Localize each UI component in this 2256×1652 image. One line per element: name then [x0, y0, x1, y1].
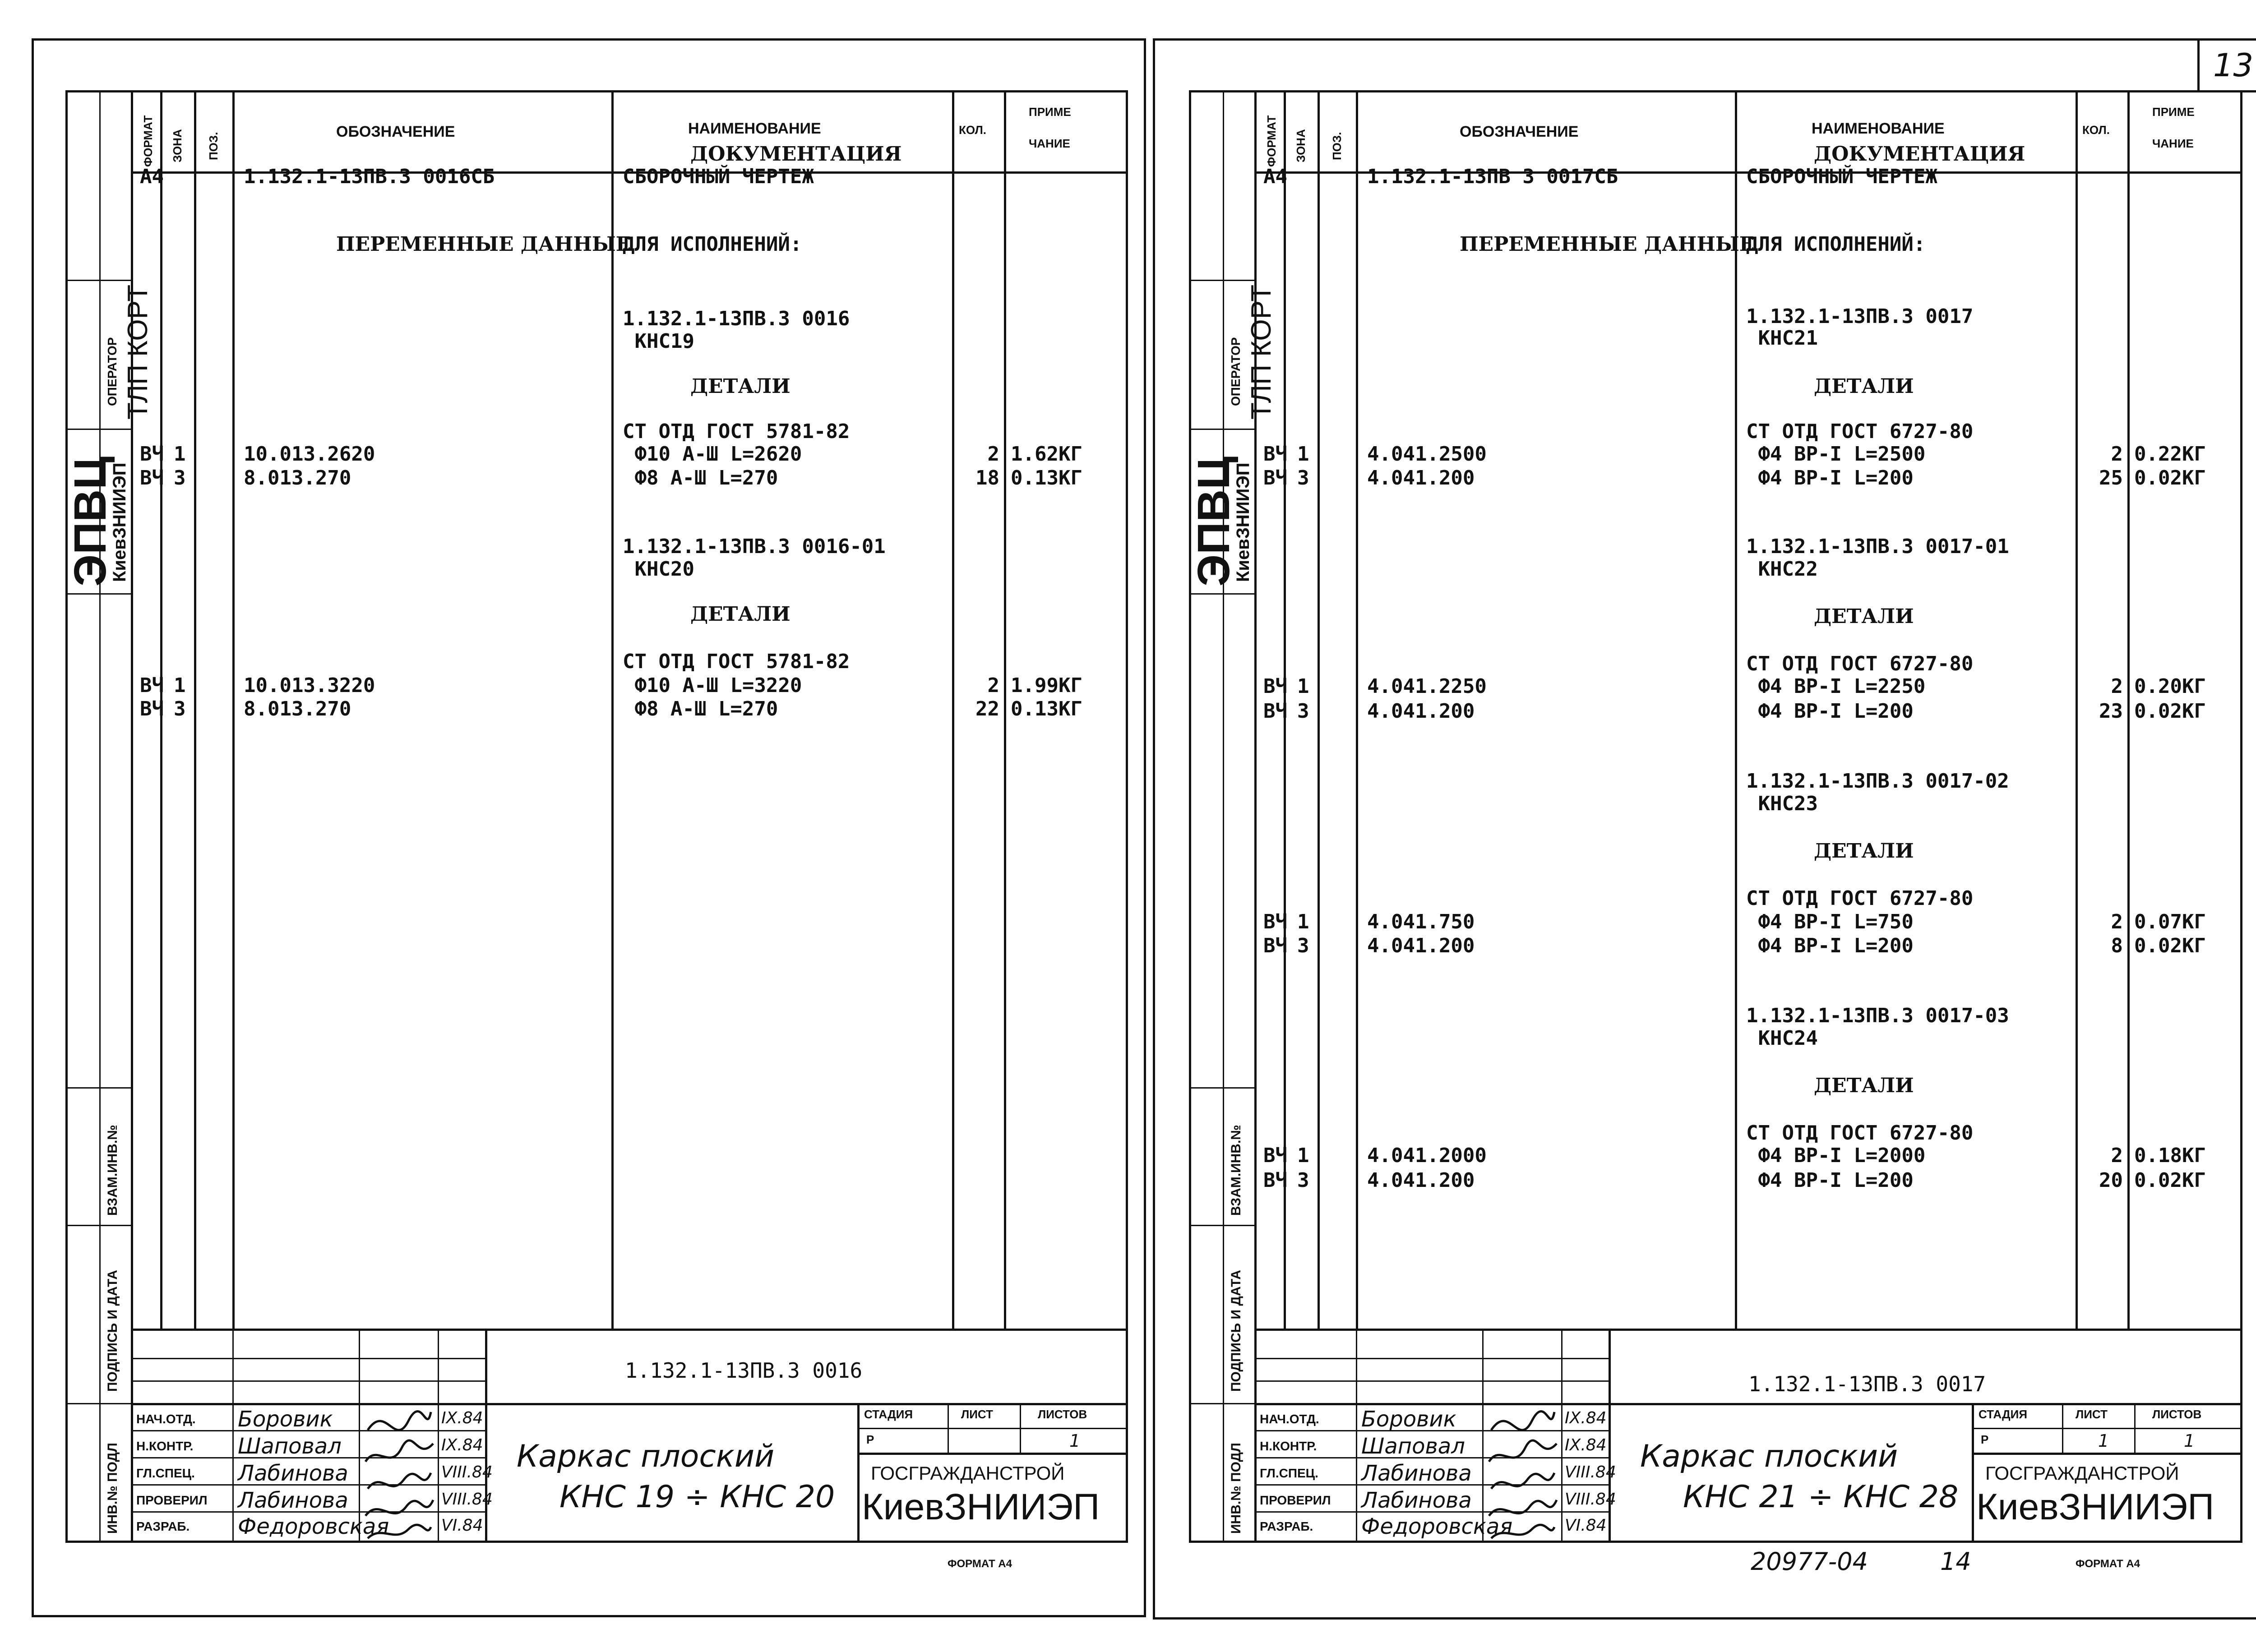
side-strip-rule	[65, 1403, 131, 1404]
row-kol: 23	[2099, 700, 2123, 723]
row-name: КНС23	[1746, 792, 1818, 815]
row-name: Ф4 ВР-I L=2000	[1746, 1144, 1926, 1167]
side-strip-rule	[65, 593, 131, 595]
stamp-stage-rule	[857, 1453, 1128, 1455]
row-name: ДОКУМЕНТАЦИЯ	[1814, 143, 2025, 166]
handwritten-signatures	[359, 1394, 438, 1543]
stamp-role-label: РАЗРАБ.	[1260, 1519, 1313, 1533]
row-format: А4	[1263, 165, 1287, 188]
row-poz: 1	[1297, 675, 1309, 698]
row-poz: 1	[174, 674, 186, 697]
stamp-grid-divider	[1561, 1329, 1563, 1543]
stamp-listov-label: ЛИСТОВ	[2152, 1407, 2202, 1421]
stamp-title-line-2: КНС 21 ÷ КНС 28	[1683, 1479, 1959, 1515]
column-divider	[1356, 90, 1358, 1329]
row-prim: 0.18КГ	[2134, 1144, 2206, 1167]
row-poz: 1	[1297, 443, 1309, 466]
column-divider	[1004, 90, 1006, 1329]
row-code: ПЕРЕМЕННЫЕ ДАННЫЕ	[336, 233, 631, 256]
row-name: Ф4 ВР-I L=200	[1746, 934, 1914, 957]
row-poz: 3	[1297, 466, 1309, 489]
row-zona: ВЧ	[140, 443, 164, 466]
page-number: 13	[2213, 47, 2254, 84]
stamp-grid-rule	[1254, 1358, 1609, 1359]
row-name: 1.132.1-13ПВ.3 0017-02	[1746, 770, 2009, 793]
header-prime-1: ПРИМЕ	[1029, 105, 1071, 119]
row-name: СТ ОТД ГОСТ 6727-80	[1746, 887, 1974, 910]
stamp-sign-date: IX.84	[1565, 1436, 1607, 1454]
row-prim: 1.62КГ	[1011, 443, 1082, 466]
stamp-role-label: Н.КОНТР.	[1260, 1439, 1317, 1453]
row-code: 4.041.750	[1367, 910, 1475, 933]
header-kol: КОЛ.	[2082, 123, 2110, 137]
row-poz: 3	[1297, 1169, 1309, 1192]
row-format: А4	[140, 165, 164, 188]
stamp-role-label: РАЗРАБ.	[136, 1519, 190, 1533]
stamp-grid-divider	[485, 1329, 487, 1543]
row-prim: 0.13КГ	[1011, 466, 1082, 489]
row-zona: ВЧ	[1263, 910, 1287, 933]
row-name: Ф10 А-Ш L=2620	[623, 443, 802, 466]
row-poz: 1	[174, 443, 186, 466]
row-name: ДЕТАЛИ	[1814, 375, 1914, 398]
stamp-role-label: ПРОВЕРИЛ	[136, 1493, 208, 1507]
row-name: ДЕТАЛИ	[1814, 605, 1914, 628]
row-name: ДЕТАЛИ	[690, 603, 791, 626]
stamp-title-line-1: Каркас плоский	[1640, 1439, 1898, 1474]
row-name: Ф4 ВР-I L=200	[1746, 466, 1914, 489]
row-code: ПЕРЕМЕННЫЕ ДАННЫЕ	[1460, 233, 1755, 256]
row-code: 4.041.2500	[1367, 443, 1487, 466]
row-code: 4.041.200	[1367, 466, 1475, 489]
stamp-title-line-1: Каркас плоский	[517, 1439, 775, 1474]
row-kol: 2	[2111, 910, 2123, 933]
stamp-stadiya-label: СТАДИЯ	[864, 1407, 913, 1421]
stamp-org-line-1: ГОСГРАЖДАНСТРОЙ	[1985, 1463, 2179, 1484]
row-zona: ВЧ	[1263, 700, 1287, 723]
row-prim: 0.22КГ	[2134, 443, 2206, 466]
row-poz: 1	[1297, 910, 1309, 933]
stamp-stage-divider	[857, 1403, 860, 1543]
row-name: ДЕТАЛИ	[690, 375, 791, 398]
row-prim: 1.99КГ	[1011, 674, 1082, 697]
header-naimenovanie: НАИМЕНОВАНИЕ	[688, 120, 821, 137]
side-strip-rule	[1189, 1225, 1254, 1226]
row-code: 8.013.270	[244, 466, 351, 489]
archive-sheet-number: 14	[1940, 1547, 1971, 1576]
header-oboznachenie: ОБОЗНАЧЕНИЕ	[336, 123, 455, 140]
stamp-sign-date: IX.84	[1565, 1409, 1607, 1427]
side-kiev-label: КиевЗНИИЭП	[1233, 462, 1253, 582]
row-name: Ф8 А-Ш L=270	[623, 466, 778, 489]
side-podpis-data-label: ПОДПИСЬ И ДАТА	[105, 1269, 120, 1392]
row-name: Ф4 ВР-I L=200	[1746, 1169, 1914, 1192]
side-epvc-label: ЭПВЦ	[1188, 456, 1239, 586]
header-naimenovanie: НАИМЕНОВАНИЕ	[1812, 120, 1945, 137]
row-name: ДЛЯ ИСПОЛНЕНИЙ:	[623, 233, 802, 256]
stamp-mid-rule	[485, 1403, 1128, 1405]
row-kol: 2	[987, 674, 999, 697]
column-divider	[1318, 90, 1320, 1329]
stamp-sign-date: IX.84	[441, 1409, 483, 1427]
side-strip-rule	[1189, 280, 1254, 281]
handwritten-signatures	[1482, 1394, 1561, 1543]
stamp-list-label: ЛИСТ	[2076, 1407, 2108, 1421]
column-divider	[2127, 90, 2130, 1329]
stamp-role-label: ПРОВЕРИЛ	[1260, 1493, 1331, 1507]
row-name: СТ ОТД ГОСТ 5781-82	[623, 650, 850, 673]
row-code: 4.041.2250	[1367, 675, 1487, 698]
header-poz: ПОЗ.	[207, 132, 220, 160]
row-name: Ф4 ВР-I L=2250	[1746, 675, 1926, 698]
row-name: ДЕТАЛИ	[1814, 840, 1914, 863]
stamp-role-label: НАЧ.ОТД.	[1260, 1412, 1319, 1426]
row-zona: ВЧ	[1263, 675, 1287, 698]
header-kol: КОЛ.	[959, 123, 986, 137]
stamp-signer-name: Лабинова	[238, 1488, 348, 1513]
row-name: КНС22	[1746, 558, 1818, 581]
row-poz: 3	[174, 466, 186, 489]
row-name: ДОКУМЕНТАЦИЯ	[690, 143, 902, 166]
stamp-grid-rule	[1254, 1380, 1609, 1382]
stamp-stage-rule	[1972, 1428, 2242, 1429]
column-divider	[194, 90, 196, 1329]
side-strip-rule	[1189, 593, 1254, 595]
row-zona: ВЧ	[140, 674, 164, 697]
stamp-stage-value: Р	[1981, 1433, 1989, 1446]
stamp-stadiya-label: СТАДИЯ	[1979, 1407, 2028, 1421]
side-strip-rule	[1189, 429, 1254, 430]
stamp-org-line-1: ГОСГРАЖДАНСТРОЙ	[871, 1463, 1065, 1484]
side-operator-value: ТЛП КОРТ	[122, 284, 153, 420]
stamp-doc-code: 1.132.1-13ПВ.3 0017	[1748, 1372, 1986, 1396]
row-name: 1.132.1-13ПВ.3 0017-01	[1746, 535, 2009, 558]
row-name: СБОРОЧНЫЙ ЧЕРТЕЖ	[1746, 165, 1937, 188]
row-zona: ВЧ	[140, 697, 164, 720]
row-code: 10.013.3220	[244, 674, 375, 697]
row-code: 1.132.1-13ПВ 3 0017СБ	[1367, 165, 1618, 188]
row-name: 1.132.1-13ПВ.3 0016-01	[623, 535, 886, 558]
stamp-grid-divider	[232, 1329, 234, 1543]
stamp-list-label: ЛИСТ	[961, 1407, 993, 1421]
row-name: 1.132.1-13ПВ.3 0016	[623, 307, 850, 330]
stamp-sign-date: VI.84	[441, 1516, 483, 1535]
row-name: СТ ОТД ГОСТ 6727-80	[1746, 652, 1974, 675]
row-name: Ф4 ВР-I L=750	[1746, 910, 1914, 933]
stamp-org-line-2: КиевЗНИИЭП	[1976, 1486, 2214, 1527]
row-zona: ВЧ	[1263, 1144, 1287, 1167]
side-operator-label: ОПЕРАТОР	[105, 337, 119, 406]
header-format: ФОРМАТ	[1265, 115, 1278, 167]
row-prim: 0.20КГ	[2134, 675, 2206, 698]
row-name: Ф10 А-Ш L=3220	[623, 674, 802, 697]
row-kol: 18	[975, 466, 999, 489]
header-prime-2: ЧАНИЕ	[1029, 137, 1070, 150]
stamp-role-label: Н.КОНТР.	[136, 1439, 194, 1453]
side-strip-rule	[65, 280, 131, 281]
side-strip-rule	[65, 429, 131, 430]
row-prim: 0.07КГ	[2134, 910, 2206, 933]
stamp-sheets-total-value: 1	[2184, 1431, 2195, 1451]
header-poz: ПОЗ.	[1330, 132, 1344, 160]
stamp-title-line-2: КНС 19 ÷ КНС 20	[559, 1479, 835, 1515]
stamp-stage-rule	[857, 1428, 1128, 1429]
side-vzam-inv-label: ВЗАМ.ИНВ.№	[105, 1125, 120, 1216]
header-prime-1: ПРИМЕ	[2152, 105, 2195, 119]
column-divider	[232, 90, 235, 1329]
row-name: 1.132.1-13ПВ.3 0017-03	[1746, 1004, 2009, 1027]
side-strip-rule	[1189, 1087, 1254, 1089]
row-name: 1.132.1-13ПВ.3 0017	[1746, 305, 1974, 328]
row-kol: 20	[2099, 1169, 2123, 1192]
stamp-grid-rule	[131, 1358, 485, 1359]
stamp-grid-divider	[438, 1329, 439, 1543]
row-poz: 3	[1297, 934, 1309, 957]
row-zona: ВЧ	[1263, 466, 1287, 489]
stamp-top-rule	[131, 1329, 1128, 1331]
stamp-signer-name: Лабинова	[1361, 1461, 1472, 1486]
row-name: Ф4 ВР-I L=2500	[1746, 443, 1926, 466]
stamp-signer-name: Шаповал	[238, 1434, 342, 1459]
row-zona: ВЧ	[1263, 443, 1287, 466]
row-zona: ВЧ	[140, 466, 164, 489]
row-prim: 0.02КГ	[2134, 1169, 2206, 1192]
column-divider	[1735, 90, 1737, 1329]
row-zona: ВЧ	[1263, 1169, 1287, 1192]
row-poz: 3	[1297, 700, 1309, 723]
side-strip-rule	[65, 1087, 131, 1089]
row-name: ДЕТАЛИ	[1814, 1074, 1914, 1097]
side-podpis-data-label: ПОДПИСЬ И ДАТА	[1229, 1269, 1244, 1392]
side-strip-rule	[1189, 1403, 1254, 1404]
side-operator-value: ТЛП КОРТ	[1246, 284, 1277, 420]
row-name: СТ ОТД ГОСТ 5781-82	[623, 420, 850, 443]
row-code: 4.041.200	[1367, 1169, 1475, 1192]
row-prim: 0.13КГ	[1011, 697, 1082, 720]
row-prim: 0.02КГ	[2134, 466, 2206, 489]
row-name: Ф4 ВР-I L=200	[1746, 700, 1914, 723]
stamp-listov-label: ЛИСТОВ	[1038, 1407, 1087, 1421]
row-code: 10.013.2620	[244, 443, 375, 466]
column-divider	[952, 90, 954, 1329]
stamp-sign-date: IX.84	[441, 1436, 483, 1454]
stamp-sign-date: VIII.84	[1565, 1463, 1616, 1481]
header-prime-2: ЧАНИЕ	[2152, 137, 2194, 150]
column-divider	[611, 90, 614, 1329]
side-inv-podl-label: ИНВ.№ ПОДЛ	[105, 1443, 120, 1534]
stamp-sign-date: VIII.84	[441, 1463, 493, 1481]
side-strip-inner-line	[1223, 90, 1224, 1543]
stamp-sign-date: VI.84	[1565, 1516, 1607, 1535]
stamp-signer-name: Федоровская	[1361, 1514, 1513, 1539]
stamp-sign-date: VIII.84	[441, 1490, 493, 1509]
row-name: КНС24	[1746, 1027, 1818, 1050]
stamp-signer-name: Боровик	[238, 1407, 333, 1432]
row-name: Ф8 А-Ш L=270	[623, 697, 778, 720]
stamp-signer-name: Шаповал	[1361, 1434, 1465, 1459]
header-oboznachenie: ОБОЗНАЧЕНИЕ	[1460, 123, 1579, 140]
row-name: КНС21	[1746, 327, 1818, 350]
side-kiev-label: КиевЗНИИЭП	[110, 462, 129, 582]
row-prim: 0.02КГ	[2134, 934, 2206, 957]
stamp-grid-divider	[1609, 1329, 1611, 1543]
row-name: КНС20	[623, 558, 694, 581]
archive-number: 20977-04	[1751, 1547, 1868, 1576]
side-strip-inner-line	[99, 90, 101, 1543]
side-inv-podl-label: ИНВ.№ ПОДЛ	[1229, 1443, 1244, 1534]
stamp-top-rule	[1254, 1329, 2242, 1331]
stamp-sign-date: VIII.84	[1565, 1490, 1616, 1509]
row-kol: 2	[2111, 1144, 2123, 1167]
stamp-sheet-value: 1	[2098, 1431, 2109, 1451]
stamp-stage-value: Р	[866, 1433, 874, 1446]
stamp-signer-name: Федоровская	[238, 1514, 389, 1539]
stamp-signer-name: Боровик	[1361, 1407, 1456, 1432]
stamp-doc-code: 1.132.1-13ПВ.3 0016	[625, 1358, 863, 1383]
column-divider	[2076, 90, 2078, 1329]
header-zona: ЗОНА	[171, 129, 184, 162]
row-name: СТ ОТД ГОСТ 6727-80	[1746, 420, 1974, 443]
row-name: СБОРОЧНЫЙ ЧЕРТЕЖ	[623, 165, 814, 188]
stamp-role-label: ГЛ.СПЕЦ.	[136, 1466, 195, 1480]
row-code: 4.041.200	[1367, 934, 1475, 957]
side-strip-rule	[65, 1225, 131, 1226]
row-kol: 8	[2111, 934, 2123, 957]
row-zona: ВЧ	[1263, 934, 1287, 957]
format-a4-label: ФОРМАТ А4	[2076, 1558, 2140, 1570]
side-epvc-label: ЭПВЦ	[65, 456, 116, 586]
stamp-sheets-total-value: 1	[1069, 1431, 1081, 1451]
row-kol: 2	[987, 443, 999, 466]
sheet-0-table-frame	[65, 90, 1128, 1543]
row-kol: 2	[2111, 675, 2123, 698]
row-prim: 0.02КГ	[2134, 700, 2206, 723]
stamp-mid-rule	[1609, 1403, 2242, 1405]
stamp-signer-name: Лабинова	[238, 1461, 348, 1486]
side-operator-label: ОПЕРАТОР	[1229, 337, 1243, 406]
row-code: 1.132.1-13ПВ.3 0016СБ	[244, 165, 495, 188]
row-poz: 1	[1297, 1144, 1309, 1167]
stamp-stage-rule	[1972, 1453, 2242, 1455]
format-a4-label: ФОРМАТ А4	[948, 1558, 1012, 1570]
sheet-1-table-frame	[1189, 90, 2242, 1543]
row-poz: 3	[174, 697, 186, 720]
row-name: ДЛЯ ИСПОЛНЕНИЙ:	[1746, 233, 1926, 256]
stamp-org-line-2: КиевЗНИИЭП	[862, 1486, 1100, 1527]
stamp-signer-name: Лабинова	[1361, 1488, 1472, 1513]
stamp-grid-divider	[1356, 1329, 1357, 1543]
header-format: ФОРМАТ	[141, 115, 155, 167]
stamp-role-label: НАЧ.ОТД.	[136, 1412, 196, 1426]
row-code: 4.041.2000	[1367, 1144, 1487, 1167]
side-vzam-inv-label: ВЗАМ.ИНВ.№	[1229, 1125, 1244, 1216]
row-name: СТ ОТД ГОСТ 6727-80	[1746, 1121, 1974, 1144]
row-kol: 2	[2111, 443, 2123, 466]
stamp-role-label: ГЛ.СПЕЦ.	[1260, 1466, 1318, 1480]
stamp-stage-divider	[1972, 1403, 1974, 1543]
row-name: КНС19	[623, 330, 694, 353]
stamp-grid-rule	[131, 1380, 485, 1382]
row-code: 4.041.200	[1367, 700, 1475, 723]
row-kol: 25	[2099, 466, 2123, 489]
row-kol: 22	[975, 697, 999, 720]
row-code: 8.013.270	[244, 697, 351, 720]
header-zona: ЗОНА	[1294, 129, 1308, 162]
